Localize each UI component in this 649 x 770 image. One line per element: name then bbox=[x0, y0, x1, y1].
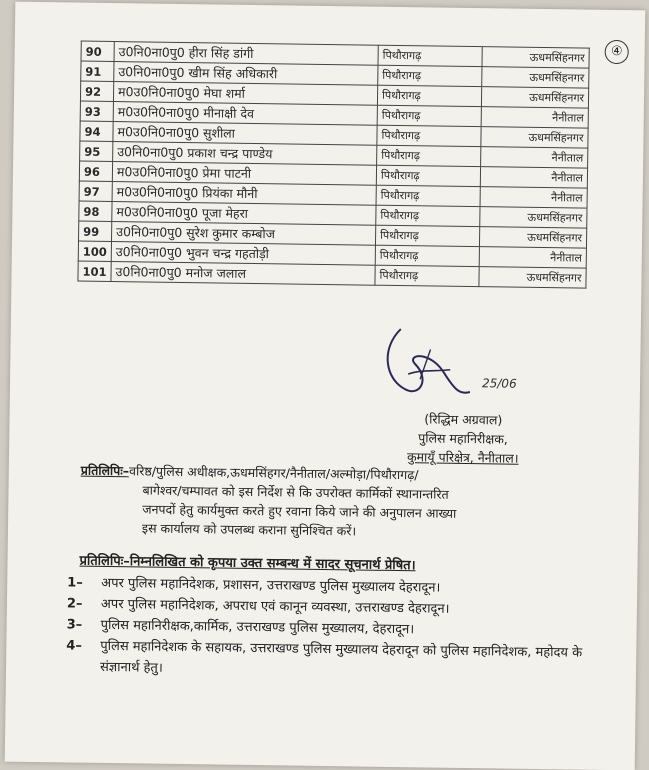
from-district-cell: पिथौरागढ़ bbox=[377, 125, 481, 146]
from-district-cell: पिथौरागढ़ bbox=[375, 225, 479, 246]
from-district-cell: पिथौरागढ़ bbox=[376, 185, 480, 206]
officer-designation: पुलिस महानिरीक्षक, bbox=[418, 430, 508, 447]
item-number: 2– bbox=[66, 596, 83, 612]
copy-line-1: वरिष्ठ/पुलिस अधीक्षक,ऊधमसिंहगर/नैनीताल/अल्मोड़ा/पिथौरागढ़/ bbox=[129, 463, 419, 483]
from-district-cell: पिथौरागढ़ bbox=[375, 265, 479, 286]
from-district-cell: पिथौरागढ़ bbox=[375, 245, 479, 266]
copy-line-2: बागेश्वर/चम्पावत को इस निर्देश से कि उपरोक्त कार्मिकों स्थानान्तरित bbox=[142, 482, 449, 502]
distribution-heading: प्रतिलिपिः–निम्नलिखित को कृपया उक्त सम्बन्ध में सादर सूचनार्थ प्रेषित। bbox=[79, 553, 416, 574]
copy-lead: प्रतिलिपिः– bbox=[80, 462, 130, 479]
name-cell: उ0नि0ना0पु0 भुवन चन्द्र गहतोड़ी bbox=[111, 242, 375, 266]
distribution-list bbox=[66, 572, 607, 685]
serial-cell: 93 bbox=[80, 101, 113, 121]
item-text: पुलिस महानिदेशक के सहायक, उत्तराखण्ड पुलिस मुख्यालय देहरादून को पुलिस महानिदेशक, महोदय के संज्ञानार्थ हेतु। bbox=[99, 638, 583, 676]
to-district-cell: ऊधमसिंहनगर bbox=[481, 127, 588, 148]
to-district-cell: ऊधमसिंहनगर bbox=[480, 207, 587, 228]
serial-cell: 99 bbox=[78, 221, 111, 241]
name-cell: उ0नि0ना0पु0 मनोज जलाल bbox=[111, 262, 375, 286]
officer-name: (रिद्धिम अग्रवाल) bbox=[424, 411, 503, 428]
name-cell: म0उ0नि0ना0पु0 प्रियंका मौनी bbox=[112, 182, 376, 206]
item-text: अपर पुलिस महानिदेशक, अपराध एवं कानून व्यवस्था, उत्तराखण्ड देहरादून। bbox=[100, 596, 450, 617]
from-district-cell: पिथौरागढ़ bbox=[377, 105, 481, 126]
item-number: 1– bbox=[67, 575, 83, 591]
from-district-cell: पिथौरागढ़ bbox=[376, 205, 480, 226]
name-cell: उ0नि0ना0पु0 खीम सिंह अधिकारी bbox=[114, 62, 378, 86]
list-item bbox=[66, 635, 607, 685]
serial-cell: 91 bbox=[81, 61, 114, 81]
from-district-cell: पिथौरागढ़ bbox=[378, 45, 482, 66]
to-district-cell: नैनीताल bbox=[481, 107, 588, 128]
serial-cell: 98 bbox=[79, 201, 112, 221]
to-district-cell: ऊधमसिंहनगर bbox=[482, 67, 589, 88]
copy-instruction bbox=[80, 461, 601, 544]
to-district-cell: नैनीताल bbox=[481, 147, 588, 168]
serial-cell: 94 bbox=[80, 121, 113, 141]
name-cell: उ0नि0ना0पु0 हीरा सिंह डांगी bbox=[114, 42, 378, 66]
transfer-table bbox=[77, 41, 589, 289]
serial-cell: 97 bbox=[79, 181, 112, 201]
to-district-cell: ऊधमसिंहनगर bbox=[481, 87, 588, 108]
page-number: ④ bbox=[605, 40, 629, 64]
serial-cell: 101 bbox=[78, 261, 111, 281]
copy-line-4: इस कार्यालय को उपलब्ध कराना सुनिश्चित करें। bbox=[141, 520, 357, 539]
signature-date: 25/06 bbox=[481, 376, 517, 391]
from-district-cell: पिथौरागढ़ bbox=[377, 145, 481, 166]
document-page bbox=[5, 2, 646, 770]
to-district-cell: ऊधमसिंहनगर bbox=[479, 227, 586, 248]
name-cell: म0उ0नि0ना0पु0 पूजा मेहरा bbox=[112, 202, 376, 226]
name-cell: म0उ0नि0ना0पु0 मीनाक्षी देव bbox=[113, 102, 377, 126]
item-text: पुलिस महानिरीक्षक,कार्मिक, उत्तराखण्ड पुलिस मुख्यालय, देहरादून। bbox=[100, 617, 415, 638]
item-number: 4– bbox=[66, 638, 82, 654]
name-cell: म0उ0नि0ना0पु0 सुशीला bbox=[113, 122, 377, 146]
from-district-cell: पिथौरागढ़ bbox=[377, 85, 481, 106]
to-district-cell: नैनीताल bbox=[480, 187, 587, 208]
serial-cell: 92 bbox=[80, 81, 113, 101]
from-district-cell: पिथौरागढ़ bbox=[376, 165, 480, 186]
name-cell: उ0नि0ना0पु0 प्रकाश चन्द्र पाण्डेय bbox=[113, 142, 377, 166]
to-district-cell: ऊधमसिंहनगर bbox=[482, 47, 589, 68]
to-district-cell: ऊधमसिंहनगर bbox=[479, 267, 586, 288]
officer-office: कुमायूँ परिक्षेत्र, नैनीताल। bbox=[406, 449, 519, 466]
serial-cell: 90 bbox=[81, 41, 114, 61]
name-cell: उ0नि0ना0पु0 सुरेश कुमार कम्बोज bbox=[112, 222, 376, 246]
name-cell: म0उ0नि0ना0पु0 प्रेमा पाटनी bbox=[112, 162, 376, 186]
signature-image bbox=[360, 318, 481, 412]
serial-cell: 96 bbox=[79, 161, 112, 181]
to-district-cell: नैनीताल bbox=[480, 167, 587, 188]
officer-block bbox=[407, 409, 519, 468]
from-district-cell: पिथौरागढ़ bbox=[378, 65, 482, 86]
name-cell: म0उ0नि0ना0पु0 मेघा शर्मा bbox=[113, 82, 377, 106]
item-number: 3– bbox=[66, 617, 83, 633]
serial-cell: 100 bbox=[78, 241, 111, 261]
to-district-cell: नैनीताल bbox=[479, 247, 586, 268]
item-text: अपर पुलिस महानिदेशक, प्रशासन, उत्तराखण्ड पुलिस मुख्यालय देहरादून। bbox=[101, 575, 441, 596]
copy-line-3: जनपदों हेतु कार्यमुक्त करते हुए रवाना किये जाने की अनुपालन आख्या bbox=[142, 501, 457, 521]
serial-cell: 95 bbox=[80, 141, 113, 161]
